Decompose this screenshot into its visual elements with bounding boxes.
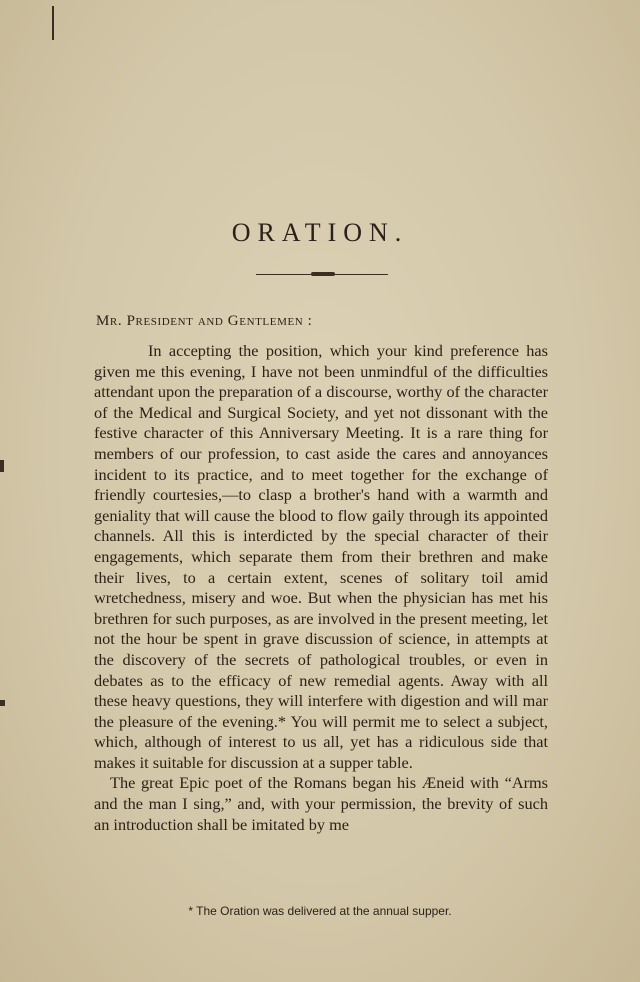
paragraph: The great Epic poet of the Romans began his Æneid with “Arms and the man I sing,” and, with your permission, the brevity of such an introduction shall be imitated by me <box>94 773 548 834</box>
paragraph: In accepting the position, which your kind preference has given me this evening, I have not been unmindful of the difficulties attendant upon the preparation of a discourse, worthy of the character of the Medical and Surgical Society, and yet not dissonant with the festive character of this Anniversary Meeting. It is a rare thing for members of our profession, to cast aside the cares and annoyances incident to its practice, and to meet together for the exchange of friendly courtesies,—to clasp a brother's hand with a warmth and geniality that will cause the blood to flow gaily through its appointed channels. All this is interdicted by the special character of their engagements, which separate them from their brethren and make their lives, to a certain extent, scenes of solitary toil amid wretchedness, misery and woe. But when the physician has met his brethren for such purposes, as are involved in the present meeting, let not the hour be spent in grave discussion of science, in attempts at the discovery of the secrets of pathological troubles, or even in debates as to the efficacy of new remedial agents. Away with all these heavy questions, they will interfere with digestion and will mar the pleasure of the evening.* You will permit me to select a subject, which, although of interest to us all, yet has a ridiculous side that makes it suitable for discussion at a supper table. <box>94 341 548 772</box>
salutation: Mr. President and Gentlemen : <box>96 313 313 329</box>
footnote: * The Oration was delivered at the annual supper. <box>188 904 452 918</box>
ornamental-rule-center <box>311 272 335 276</box>
page-edge-mark <box>0 460 4 472</box>
page-edge-mark <box>0 700 5 706</box>
page-title: ORATION. <box>231 218 409 247</box>
page-edge-mark <box>52 6 54 40</box>
body-text <box>94 341 548 835</box>
